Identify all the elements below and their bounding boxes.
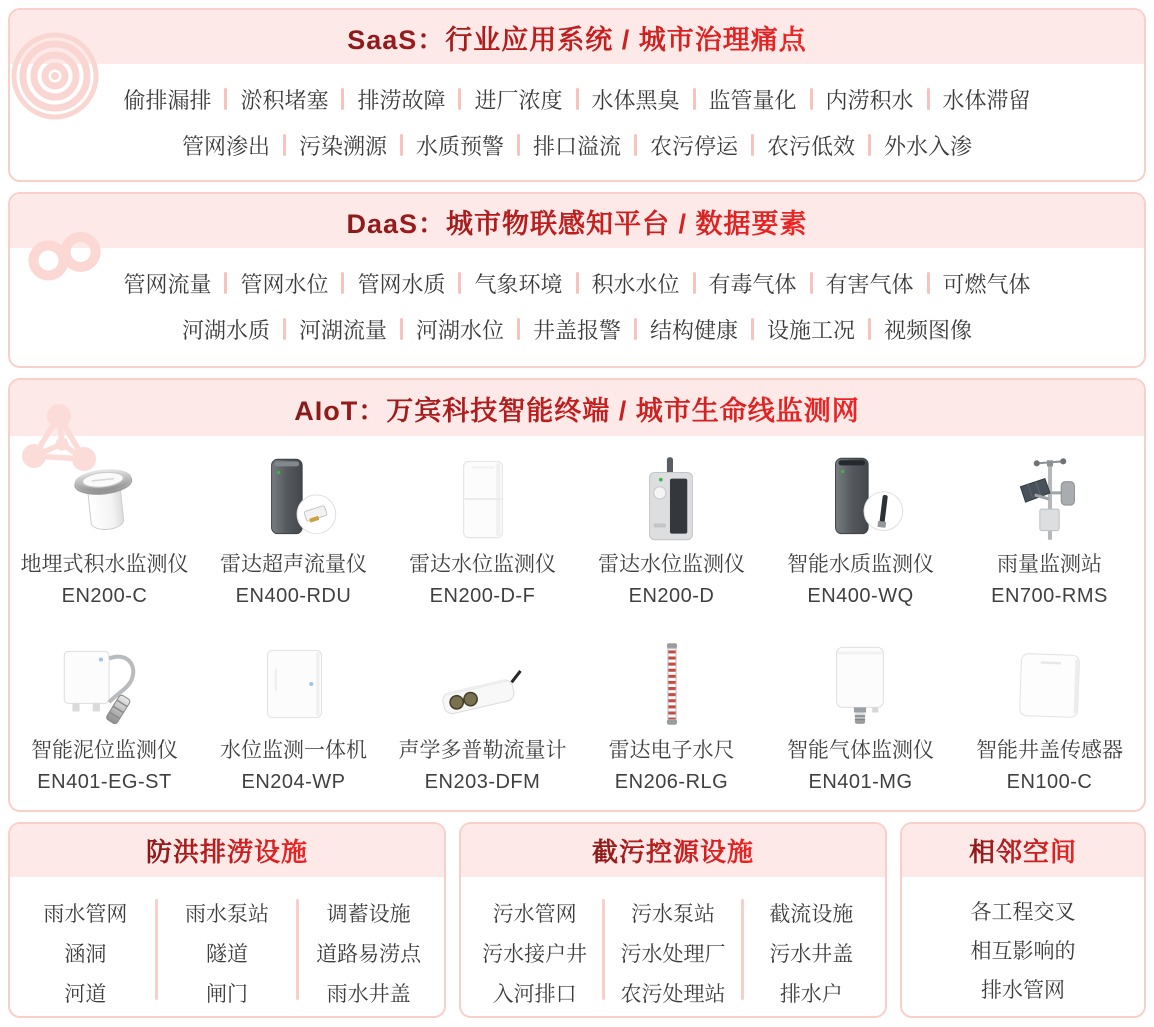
tag-divider (927, 88, 930, 110)
product-cell (10, 452, 199, 630)
product-name: 水位监测一体机 (220, 739, 367, 762)
tag-divider (283, 134, 286, 156)
product-name: 雷达水位监测仪 (598, 553, 745, 576)
product-cell (199, 638, 388, 812)
tag: 管网流量 (123, 271, 212, 297)
product-cell (955, 452, 1144, 630)
flood-drainage-title: 防洪排涝设施 (146, 832, 308, 869)
product-model: EN200-D (628, 585, 715, 607)
tag: 积水水位 (591, 271, 680, 297)
facility-column (605, 895, 740, 1016)
product-grid (10, 436, 1144, 812)
product-name: 雷达超声流量仪 (220, 553, 367, 576)
facility-item: 入河排口 (492, 983, 577, 1006)
daas-section-title: DaaS：城市物联感知平台 / 数据要素 (346, 202, 807, 241)
tag-divider (224, 88, 227, 110)
tag-divider (458, 272, 461, 294)
water-quality-monitor-image (805, 452, 917, 546)
tag: 井盖报警 (532, 317, 621, 343)
tag-divider (810, 272, 813, 294)
tag-divider (634, 318, 637, 340)
product-cell (577, 638, 766, 812)
flood-drainage-card (8, 822, 446, 1018)
tag-divider (458, 88, 461, 110)
flood-drainage-body (10, 877, 444, 1016)
facility-item: 雨水泵站 (185, 903, 269, 926)
tag: 外水入渗 (884, 133, 973, 159)
saas-section-title: SaaS：行业应用系统 / 城市治理痛点 (347, 18, 807, 57)
tag-divider (283, 318, 286, 340)
facility-item: 雨水管网 (43, 903, 128, 926)
product-name: 智能井盖传感器 (976, 739, 1123, 762)
product-cell (199, 452, 388, 630)
product-name: 声学多普勒流量计 (398, 739, 567, 762)
buried-water-sensor-image (49, 452, 161, 546)
tag: 有害气体 (825, 271, 914, 297)
product-name: 地埋式积水监测仪 (20, 553, 189, 576)
product-model: EN400-WQ (807, 585, 914, 607)
facility-row (8, 822, 1146, 1018)
tag: 农污低效 (767, 133, 856, 159)
facility-item: 排水户 (779, 983, 843, 1006)
tag: 河湖流量 (298, 317, 387, 343)
product-model: EN100-C (1006, 771, 1093, 793)
tag: 淤积堵塞 (240, 87, 329, 113)
tag: 管网渗出 (181, 133, 270, 159)
saas-tag-row-1 (10, 76, 1144, 122)
facility-column (158, 895, 297, 1016)
facility-item: 河道 (64, 983, 107, 1006)
tag-divider (341, 272, 344, 294)
tag: 管网水质 (357, 271, 446, 297)
product-model: EN203-DFM (424, 771, 541, 793)
tag: 进厂浓度 (474, 87, 563, 113)
tag: 内涝积水 (825, 87, 914, 113)
facility-column (467, 895, 602, 1016)
facility-item: 道路易涝点 (316, 943, 422, 966)
tag: 设施工况 (767, 317, 856, 343)
tag: 可燃气体 (942, 271, 1031, 297)
tag-divider (927, 272, 930, 294)
flood-drainage-title-band (10, 824, 444, 877)
tag-divider (751, 318, 754, 340)
radar-level-monitor-white-image (427, 452, 539, 546)
tag-divider (868, 318, 871, 340)
product-model: EN200-C (61, 585, 148, 607)
tag: 排涝故障 (357, 87, 446, 113)
tag-divider (634, 134, 637, 156)
facility-item: 截流设施 (769, 903, 854, 926)
facility-item: 污水接户井 (482, 943, 588, 966)
tag: 水体滞留 (942, 87, 1031, 113)
facility-item: 农污处理站 (620, 983, 726, 1006)
tag-divider (517, 318, 520, 340)
tag-divider (693, 272, 696, 294)
radar-ultrasonic-flowmeter-image (238, 452, 350, 546)
saas-tags (10, 64, 1144, 168)
product-model: EN200-D-F (429, 585, 536, 607)
manhole-cover-sensor-image (994, 638, 1106, 732)
tag-divider (693, 88, 696, 110)
facility-item: 污水井盖 (769, 943, 854, 966)
pollution-control-title: 截污控源设施 (592, 832, 754, 869)
tag-divider (517, 134, 520, 156)
tag-divider (576, 88, 579, 110)
facility-item: 污水泵站 (630, 903, 715, 926)
tag-divider (751, 134, 754, 156)
product-name: 智能水质监测仪 (787, 553, 934, 576)
pollution-control-body (461, 877, 885, 1016)
adjacent-space-card (900, 822, 1146, 1018)
daas-tag-row-1 (10, 260, 1144, 306)
product-model: EN204-WP (241, 771, 346, 793)
facility-item: 调蓄设施 (326, 903, 411, 926)
tag-divider (810, 88, 813, 110)
product-name: 智能泥位监测仪 (31, 739, 178, 762)
product-model: EN700-RMS (991, 585, 1108, 607)
tag-divider (400, 318, 403, 340)
facility-column (16, 895, 155, 1016)
water-level-aio-image (238, 638, 350, 732)
aiot-title-band (10, 380, 1144, 436)
facility-item: 雨水井盖 (326, 983, 411, 1006)
tag: 结构健康 (650, 317, 739, 343)
tag-divider (868, 134, 871, 156)
rain-monitor-station-image (994, 452, 1106, 546)
daas-title-band (10, 194, 1144, 248)
tag: 农污停运 (650, 133, 739, 159)
tag: 监管量化 (708, 87, 797, 113)
product-cell (766, 638, 955, 812)
product-cell (766, 452, 955, 630)
product-cell (955, 638, 1144, 812)
facility-item: 隧道 (206, 943, 248, 966)
tag: 排口溢流 (532, 133, 621, 159)
facility-column (299, 895, 438, 1016)
adjacent-space-title: 相邻空间 (969, 832, 1077, 869)
product-name: 雷达水位监测仪 (409, 553, 556, 576)
facility-item: 各工程交叉 (970, 901, 1076, 924)
daas-tags (10, 248, 1144, 352)
adjacent-space-body (902, 877, 1144, 1016)
tag: 偷排漏排 (123, 87, 212, 113)
facility-column (744, 895, 879, 1016)
aiot-section-card (8, 378, 1146, 812)
tag-divider (576, 272, 579, 294)
pollution-control-title-band (461, 824, 885, 877)
tag: 气象环境 (474, 271, 563, 297)
adjacent-space-title-band (902, 824, 1144, 877)
product-model: EN401-MG (808, 771, 913, 793)
saas-tag-row-2 (10, 122, 1144, 168)
tag: 视频图像 (884, 317, 973, 343)
tag: 河湖水质 (181, 317, 270, 343)
tag: 污染溯源 (298, 133, 387, 159)
pollution-control-card (459, 822, 887, 1018)
product-cell (10, 638, 199, 812)
facility-item: 相互影响的 (970, 940, 1076, 963)
facility-item: 涵洞 (64, 943, 107, 966)
product-cell (577, 452, 766, 630)
saas-section-card (8, 8, 1146, 182)
product-name: 雷达电子水尺 (608, 739, 735, 762)
product-model: EN400-RDU (235, 585, 352, 607)
tag-divider (341, 88, 344, 110)
saas-title-band (10, 10, 1144, 64)
aiot-section-title: AIoT：万宾科技智能终端 / 城市生命线监测网 (294, 389, 860, 428)
product-name: 雨量监测站 (997, 553, 1102, 576)
facility-item: 污水处理厂 (620, 943, 726, 966)
product-model: EN401-EG-ST (37, 771, 172, 793)
product-cell (388, 452, 577, 630)
tag-divider (224, 272, 227, 294)
product-model: EN206-RLG (614, 771, 729, 793)
facility-item: 闸门 (206, 983, 248, 1006)
tag: 河湖水位 (415, 317, 504, 343)
facility-item: 排水管网 (981, 979, 1065, 1002)
tag: 有毒气体 (708, 271, 797, 297)
sludge-level-monitor-image (49, 638, 161, 732)
daas-tag-row-2 (10, 306, 1144, 352)
gas-monitor-image (805, 638, 917, 732)
tag: 水体黑臭 (591, 87, 680, 113)
tag-divider (400, 134, 403, 156)
product-name: 智能气体监测仪 (787, 739, 934, 762)
doppler-flowmeter-image (427, 638, 539, 732)
electronic-water-gauge-image (616, 638, 728, 732)
radar-level-monitor-gray-image (616, 452, 728, 546)
daas-section-card (8, 192, 1146, 368)
product-cell (388, 638, 577, 812)
tag: 管网水位 (240, 271, 329, 297)
tag: 水质预警 (415, 133, 504, 159)
facility-item: 污水管网 (492, 903, 577, 926)
